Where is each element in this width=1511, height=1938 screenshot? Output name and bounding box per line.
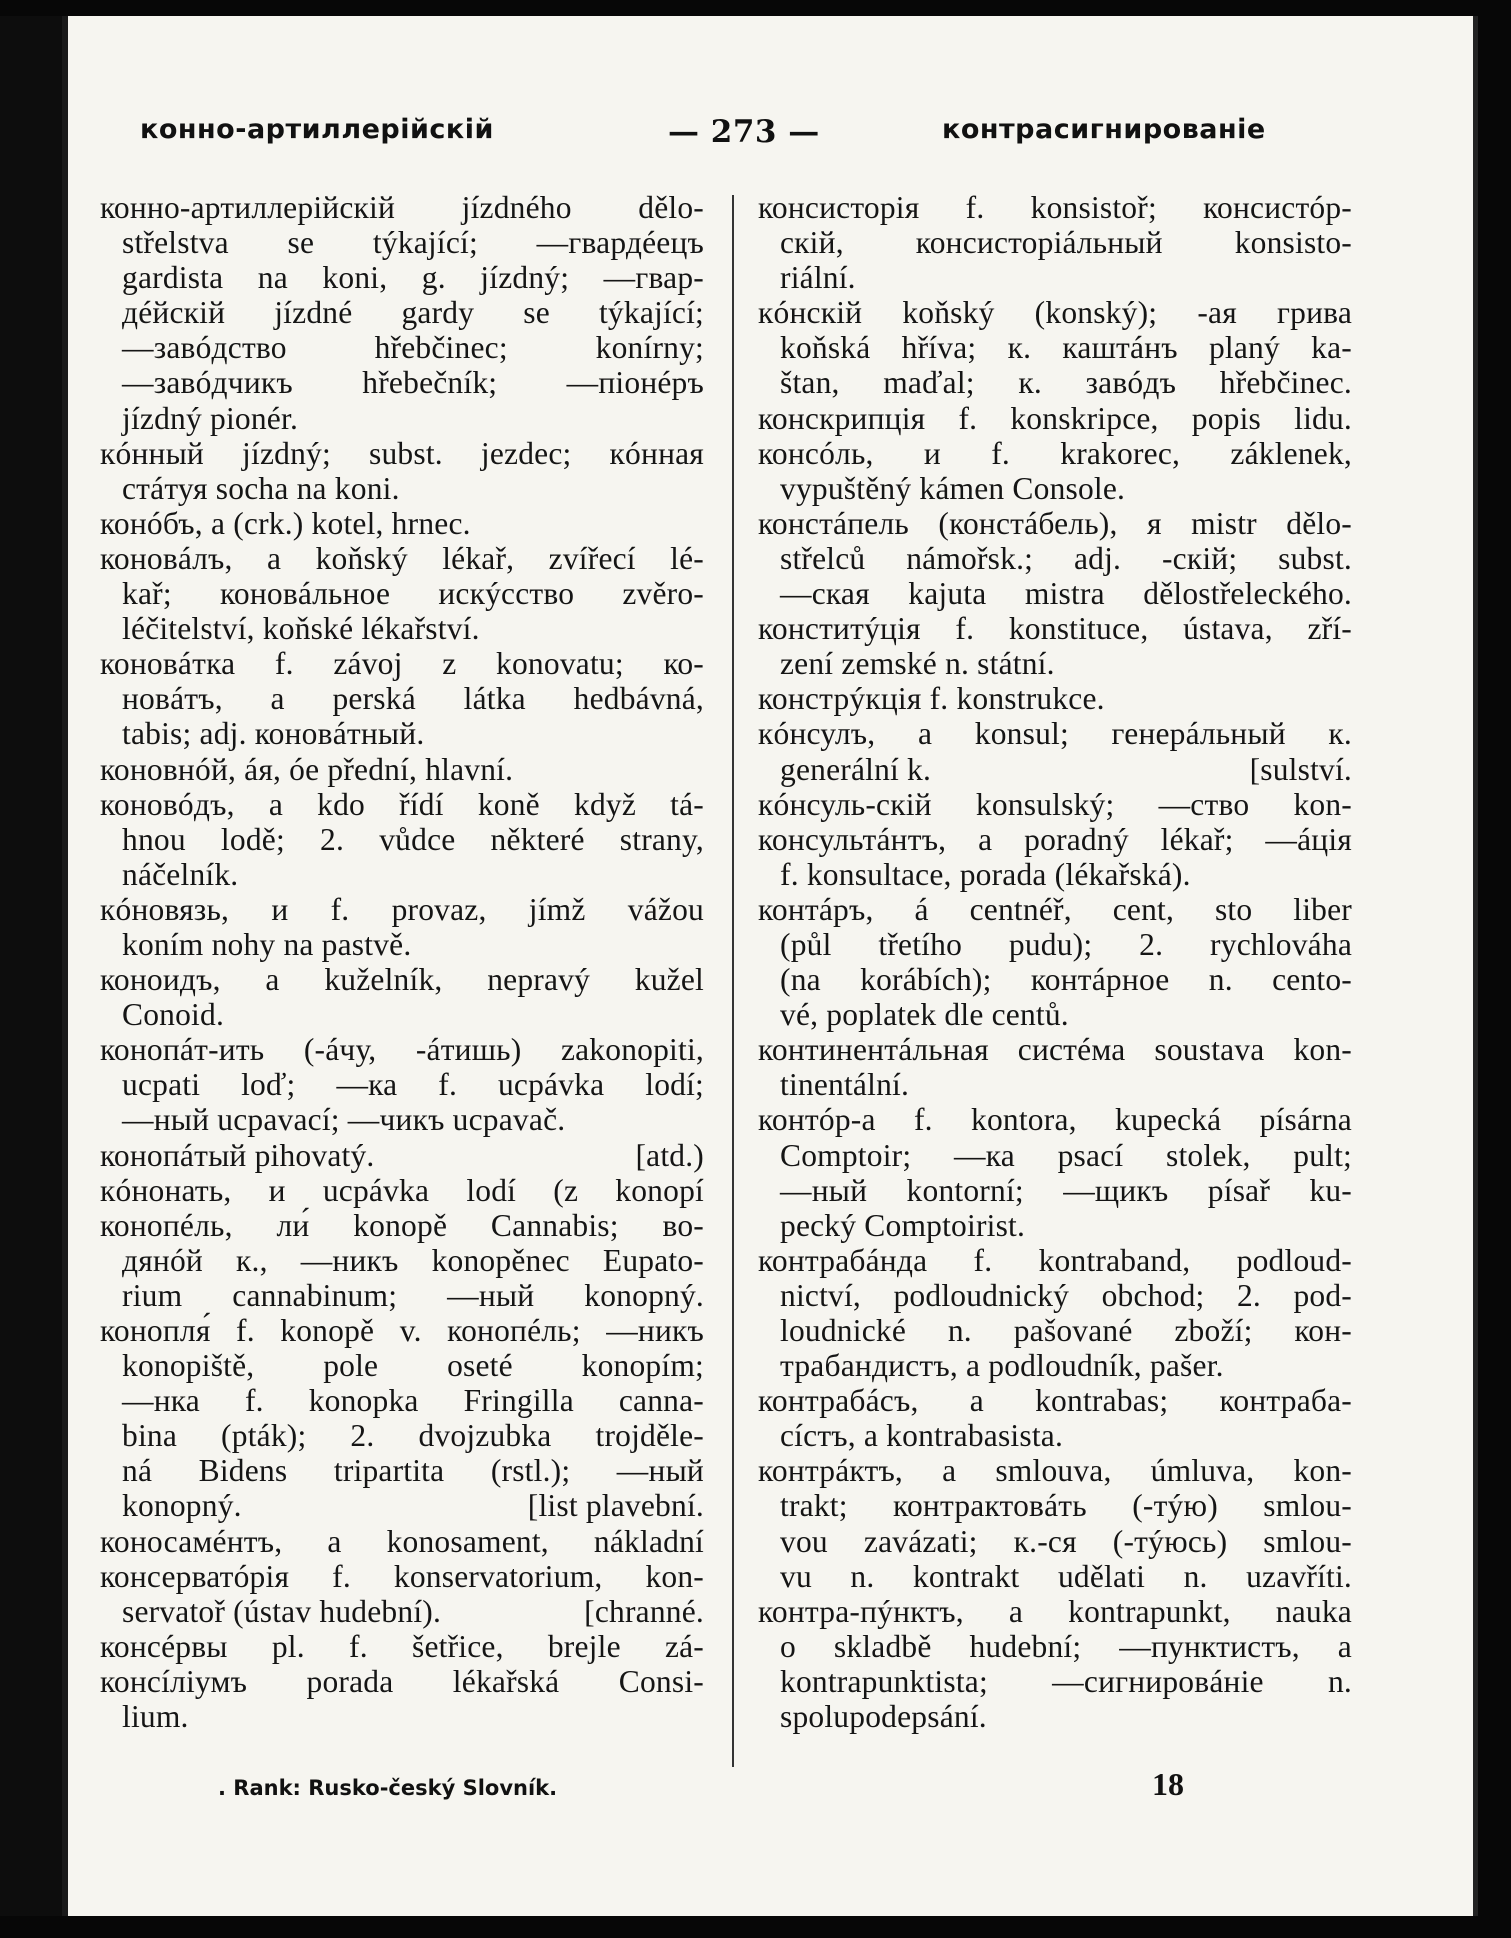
entry-line: vou zavázati; к.-ся (-тýюсь) smlou-	[780, 1523, 1352, 1559]
entry-line	[758, 752, 1352, 787]
entry-line: jízdný pionér.	[122, 400, 299, 436]
entry-line: кóновязь, и f. provaz, jímž vážou	[100, 891, 704, 927]
entry-line: контáръ, á centnéř, cent, sto liber	[758, 891, 1352, 927]
entry-line: конопéль, ли́ konopě Cannabis; во-	[100, 1207, 704, 1243]
overflow-text: [chranné.	[584, 1593, 704, 1629]
running-head-left: конно-артиллерійскій	[140, 114, 494, 145]
entry-text: konopný.	[122, 1488, 242, 1524]
entry-line: консультáнтъ, a poradný lékař; —áція	[758, 821, 1352, 857]
entry-line: tabis; adj. коновáтный.	[122, 716, 425, 752]
entry-line: конóбъ, a (crk.) kotel, hrnec.	[100, 505, 471, 541]
entry-line: трабандистъ, a podloudník, pašer.	[780, 1348, 1224, 1384]
overflow-text: [list plavební.	[527, 1488, 704, 1524]
entry-line: (půl třetího pudu); 2. rychlováha	[780, 926, 1352, 962]
entry-line: коновáлъ, a koňský lékař, zvířecí lé-	[100, 540, 704, 576]
book-spine-shadow	[0, 16, 62, 1916]
entry-line: —завóдчикъ hřebečník; —піонéръ	[122, 365, 704, 401]
entry-line: ná Bidens tripartita (rstl.); —ный	[122, 1453, 704, 1489]
entry-text: servatoř (ústav hudební).	[122, 1593, 442, 1629]
entry-line: zení zemské n. státní.	[780, 646, 1055, 682]
entry-line: koňská hříva; к. каштáнъ planý ka-	[780, 330, 1352, 366]
entry-line: konopiště, pole oseté konopím;	[122, 1348, 704, 1384]
entry-line: —завóдство hřebčinec; konírny;	[122, 330, 704, 366]
entry-line: lium.	[122, 1699, 189, 1735]
overflow-text: [sulství.	[1249, 751, 1352, 787]
entry-line: дéйскій jízdné gardy se týkající;	[122, 295, 704, 331]
entry-line: střelců námořsk.; adj. -скій; subst.	[780, 540, 1352, 576]
entry-line: кóнонать, и ucpávka lodí (z konopí	[100, 1172, 704, 1208]
entry-line: náčelník.	[122, 856, 239, 892]
entry-line	[100, 1138, 704, 1173]
entry-line: —ный kontorní; —щикъ písař ku-	[780, 1172, 1352, 1208]
entry-line: конститýція f. konstituce, ústava, zří-	[758, 611, 1352, 647]
entry-text: generální k.	[780, 751, 932, 787]
entry-line: контрабáнда f. kontraband, podloud-	[758, 1242, 1352, 1278]
entry-line: rium cannabinum; —ный konopný.	[122, 1277, 704, 1313]
entry-line: kontrapunktista; —сигнировáніе n.	[780, 1663, 1352, 1699]
entry-line: консóль, и f. krakorec, záklenek,	[758, 435, 1352, 471]
sheet-number: 18	[1152, 1766, 1184, 1802]
entry-line: конно-артиллерійскій jízdného dělo-	[100, 190, 704, 225]
entry-line: vé, poplatek dle centů.	[780, 997, 1069, 1033]
entry-line: контóр-а f. kontora, kupecká písárna	[758, 1102, 1352, 1138]
entry-line: дянóй к., —никъ konopěnec Eupato-	[122, 1242, 704, 1278]
entry-line: кóнсуль-скій konsulský; —ство kon-	[758, 786, 1352, 822]
entry-line: —ный ucpavací; —чикъ ucpavač.	[122, 1102, 566, 1138]
entry-line: pecký Comptoirist.	[780, 1207, 1026, 1243]
entry-line: контрáктъ, a smlouva, úmluva, kon-	[758, 1453, 1352, 1489]
entry-line: štan, maďal; к. завóдъ hřebčinec.	[780, 365, 1352, 401]
entry-line: коновнóй, áя, óе přední, hlavní.	[100, 751, 514, 787]
entry-line: конопля́ f. konopě v. конопéль; —никъ	[100, 1313, 704, 1348]
signature-footer: . Rank: Rusko-český Slovník.	[218, 1776, 558, 1800]
entry-line: riální.	[780, 260, 856, 296]
left-column	[100, 190, 704, 1734]
entry-line: контрабáсъ, a kontrabas; контраба-	[758, 1383, 1352, 1419]
entry-line: новáтъ, a perská látka hedbávná,	[122, 681, 704, 717]
entry-line: коновáтка f. závoj z konovatu; ко-	[100, 646, 704, 682]
entry-line: gardista na koni, g. jízdný; —гвар-	[122, 260, 704, 296]
running-head-right: контрасигнированіе	[942, 114, 1266, 145]
entry-line: конопáт-ить (-áчу, -áтишь) zakonopiti,	[100, 1032, 704, 1068]
entry-line: консéрвы pl. f. šetřice, brejle zá-	[100, 1628, 704, 1664]
entry-line: spolupodepsání.	[780, 1699, 987, 1735]
entry-text: конопáтый pihovatý.	[100, 1137, 375, 1173]
entry-line: loudnické n. pašované zboží; кон-	[780, 1313, 1352, 1348]
entry-line: trakt; контрактовáть (-тýю) smlou-	[780, 1488, 1352, 1524]
entry-line: коносамéнтъ, a konosament, nákladní	[100, 1523, 704, 1559]
overflow-text: [atd.)	[635, 1137, 704, 1173]
entry-line: стáтуя socha na koni.	[122, 470, 400, 506]
entry-line: bina (pták); 2. dvojzubka trojděle-	[122, 1418, 704, 1454]
entry-line	[100, 1594, 704, 1629]
entry-line: hnou lodě; 2. vůdce některé strany,	[122, 821, 704, 857]
entry-line: кóнный jízdný; subst. jezdec; кóнная	[100, 435, 704, 471]
entry-line: континентáльная систéма soustava kon-	[758, 1032, 1352, 1068]
entry-line: кóнскій koňský (konský); -ая грива	[758, 295, 1352, 331]
entry-line: Comptoir; —ка psací stolek, pult;	[780, 1137, 1352, 1173]
entry-line: kař; коновáльное искýсство zvěro-	[122, 576, 704, 612]
entry-line: консíліумъ porada lékařská Consi-	[100, 1663, 704, 1699]
entry-line: léčitelství, koňské lékařství.	[122, 611, 480, 647]
entry-line: консерватóрія f. konservatorium, kon-	[100, 1558, 704, 1594]
entry-line: скій, консисторіáльный konsisto-	[780, 225, 1352, 261]
entry-line: vypuštěný kámen Console.	[780, 470, 1126, 506]
entry-line: констáпель (констáбель), я mistr dělo-	[758, 505, 1352, 541]
entry-line: ucpati loď; —ка f. ucpávka lodí;	[122, 1067, 704, 1103]
entry-line: конскрипція f. konskripce, popis lidu.	[758, 400, 1352, 436]
entry-line: Conoid.	[122, 997, 225, 1033]
entry-line: (na korábích); контáрное n. cento-	[780, 962, 1352, 998]
entry-line: контра-пýнктъ, a kontrapunkt, nauka	[758, 1593, 1352, 1629]
entry-line: nictví, podloudnický obchod; 2. pod-	[780, 1277, 1352, 1313]
entry-line: сíстъ, a kontrabasista.	[780, 1418, 1064, 1454]
entry-line: коновóдъ, a kdo řídí koně když tá-	[100, 786, 704, 822]
entry-line: —нка f. konopka Fringilla canna-	[122, 1383, 704, 1419]
entry-line: консисторія f. konsistoř; консистóр-	[758, 190, 1352, 225]
right-column	[758, 190, 1352, 1734]
entry-line: tinentální.	[780, 1067, 910, 1103]
column-divider	[732, 195, 734, 1767]
entry-line: кóнсулъ, a konsul; генерáльный к.	[758, 716, 1352, 752]
entry-line: střelstva se týkající; —гвардéецъ	[122, 225, 704, 261]
entry-line: констрýкція f. konstrukce.	[758, 681, 1105, 717]
page-number-header: — 273 —	[668, 114, 820, 150]
entry-line: —ская kajuta mistra dělostřeleckého.	[780, 576, 1352, 612]
entry-line: f. konsultace, porada (lékařská).	[780, 856, 1191, 892]
entry-line: коноидъ, a kuželník, nepravý kužel	[100, 962, 704, 998]
entry-line: koním nohy na pastvě.	[122, 926, 412, 962]
entry-line	[100, 1488, 704, 1523]
entry-line: vu n. kontrakt udělati n. uzavříti.	[780, 1558, 1352, 1594]
entry-line: o skladbě hudební; —пунктистъ, a	[780, 1628, 1352, 1664]
